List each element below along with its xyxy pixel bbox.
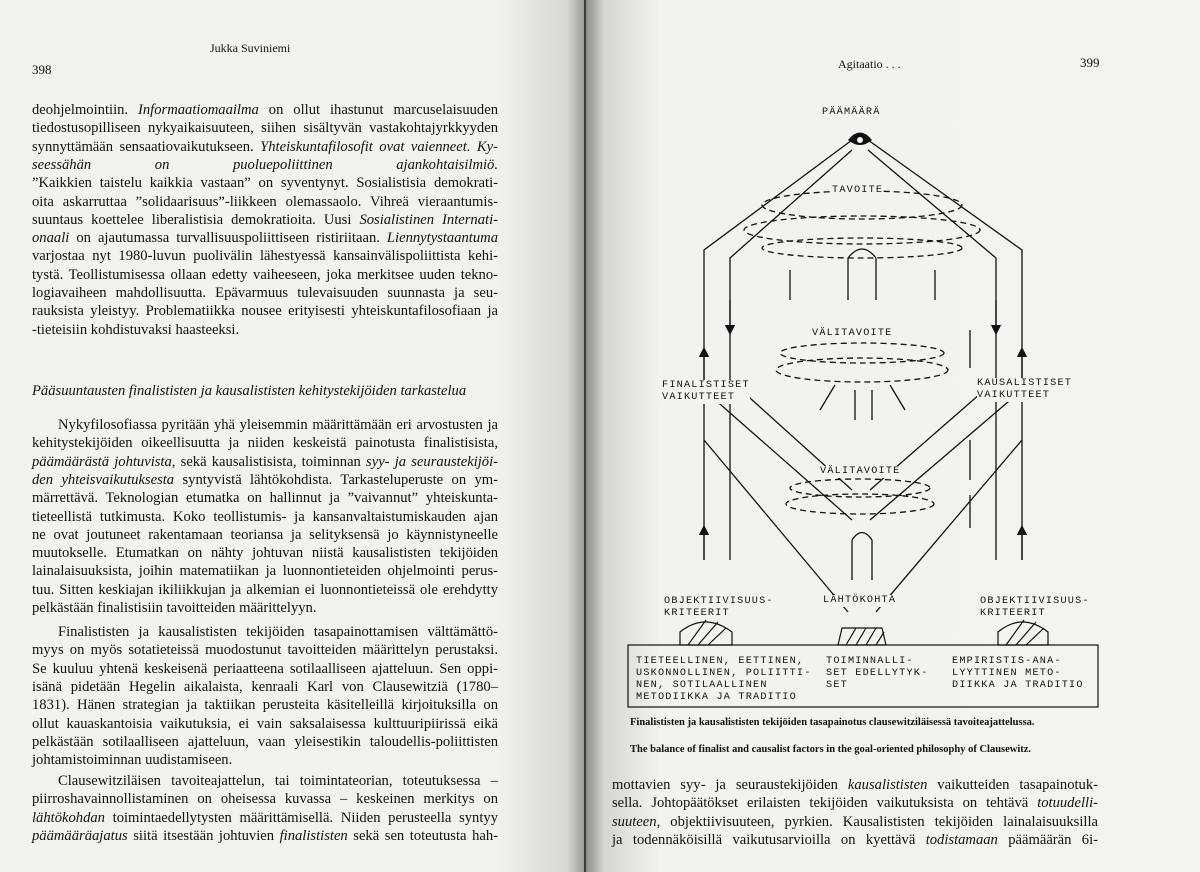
text-line: märrettävä. Teknologian etumatka on hallinnut ja ”vaivannut” yhteiskunta- [32, 490, 498, 507]
text-line: den yhteisvaikutuksesta syntyvistä lähtökohdista. Tarkasteluperuste on ym- [32, 471, 498, 488]
outer-right-line [868, 140, 1022, 560]
caption-english: The balance of finalist and causalist factors in the goal-oriented philosophy of Clausewitz. [630, 744, 1032, 755]
box-col-1: TIETEELLINEN, EETTINEN, USKONNOLLINEN, POLIITTI- NEN, SOTILAALLINEN METODIIKKA JA TRADITIO [636, 656, 812, 703]
text-line: tuu. Sitten keskiajan ikiliikkujan ja alkemian ei luonnontieteissä ole erehdytty [32, 581, 498, 598]
text-line: pelkästään sotilaalliseen ajatteluun, vaan yleisestikin taloudellis-poliittisten [32, 733, 498, 750]
text-line: tystä. Teollistumisessa ollaan edetty vaiheeseen, joka merkitsee uuden tekno- [32, 266, 498, 283]
text-line: varjostaa nyt 1980-luvun puolivälin lähestyessä kansainvälispoliittista kehi- [32, 248, 498, 265]
text-line: lainalaisuuksista, joihin matematiikan ja luonnontieteiden ohjelmointi perus- [32, 563, 498, 580]
page-number-left: 398 [32, 62, 52, 77]
text-line: rauksista yleistyy. Problematiikka nousee erityisesti yhteiskuntafilosofiaan ja [32, 303, 498, 320]
text-line: tieteellistä tutkimusta. Koko teollistumis- ja kansanvaltaistumiskauden ajan [32, 508, 498, 525]
label-kausalistiset: KAUSALISTISET VAIKUTTEET [977, 378, 1073, 401]
text-line: pelkästään finalistisiin tavoitteiden määrittelyyn. [32, 600, 317, 616]
center-hatched-base [838, 628, 886, 645]
text-line: päämääräajatus siitä itsestään johtuvien finalististen sekä sen toteutusta hah- [32, 827, 498, 844]
label-valitavoite-1: VÄLITAVOITE [812, 328, 893, 339]
text-line: Clausewitziläisen tavoiteajattelun, tai toimintateorian, toteutuksessa – [58, 773, 498, 789]
running-head-left: Jukka Suviniemi [210, 41, 291, 55]
goal-crest-icon [848, 133, 872, 146]
text-line: oita askarruttaa ”solidaarisuus”-liikkeen olemassaolo. Vihreä vieraantumis- [32, 193, 498, 210]
right-hatched-base [998, 622, 1048, 645]
diag-right-1 [870, 390, 1022, 520]
text-line: suuteen, objektiivisuuteen, pyrkien. Kausalististen tekijöiden lainalaisuuksilla [612, 813, 1098, 830]
box-col-3: EMPIRISTIS-ANA- LYYTTINEN METO- DIIKKA JA TRADITIO [952, 656, 1084, 691]
text-line: deohjelmointiin. Informaatiomaailma on ollut ihastunut marcuselaisuuden [32, 102, 498, 118]
text-line: lähtökohdan toimintaedellytysten määrittämisellä. Niiden perusteella syntyy [32, 809, 498, 826]
left-hatched-base [680, 622, 732, 645]
label-objektiivisuus-left: OBJEKTIIVISUUS- KRITEERIT [664, 596, 774, 619]
text-line: onaali on ajautumassa turvallisuuspoliittiseen ristiriitaan. Liennytystaantuma [32, 230, 498, 247]
text-line: logiavaiheen mahdollisuutta. Epävarmuus tulevaisuuden suunnasta ja seu- [32, 285, 498, 301]
text-line: ja todennäköisillä vaikutusarvioilla on kyettävä todistamaan päämäärän 6i- [612, 831, 1099, 848]
section-heading: Pääsuuntausten finalististen ja kausalististen kehitystekijöiden tarkastelua [32, 383, 467, 399]
page-number-right: 399 [1080, 55, 1100, 70]
running-head-right: Agitaatio . . . [838, 57, 901, 71]
text-line: päämäärästä johtuvista, sekä kausalistisista, toiminnan syy- ja seuraustekijöi- [32, 453, 498, 470]
text-line: ”Kaikkien taistelu kaikkia vastaan” on syventynyt. Sosialistisia demokrati- [32, 175, 498, 192]
text-line: johtamistoiminnan uudistamiseen. [32, 752, 233, 769]
text-line: 1831). Hänen strategian ja taktiikan perusteita käsitelleillä kirjoituksilla on [32, 697, 498, 714]
text-line: isänä pidetään Hegelin aikalaista, kenraali Karl von Clausewitziä (1780– [32, 678, 498, 695]
text-line: tiedostusopilliseen nykyaikaisuuteen, siihen sisältyvän vastakohtajyrkkyyden [32, 120, 498, 137]
text-line: muutokselle. Etumatkan on nähty johtuvan niistä kausalististen tekijöiden [32, 545, 498, 562]
text-line: piirroshavainnollistaminen on oheisessa kuvassa – keskeinen merkitys on [32, 791, 498, 808]
text-line: -tieteisiin kohdistuvaksi haasteeksi. [32, 321, 240, 338]
text-line: Nykyfilosofiassa pyritään yhä yleisemmin määrittämään eri arvostusten ja [58, 417, 498, 433]
label-objektiivisuus-right: OBJEKTIIVISUUS- KRITEERIT [980, 596, 1090, 619]
inner-left-line [730, 150, 852, 560]
text-line: suuntaus koettelee liberalistisia demokratioita. Uusi Sosialistinen Internati- [32, 211, 498, 228]
text-line: ollut kauaskantoisia vaikutuksia, ei vain saksalaisessa kulttuuripiirissä eikä [32, 715, 498, 732]
text-line: seessähän on puoluepoliittinen ajankohtaisilmiö. [32, 156, 498, 173]
diag-left-1 [704, 390, 852, 520]
inner-right-line [868, 150, 996, 560]
label-finalistiset: FINALISTISET VAIKUTTEET [662, 380, 750, 403]
text-line: ne ovat joutuneet rakentamaan teoriansa ja selityksensä jo käynnistyneelle [32, 526, 498, 543]
text-line: Finalististen ja kausalististen tekijöiden tasapainottamisen välttämättö- [58, 624, 498, 640]
text-line: sella. Johtopäätökset erilaisten tekijöiden vaikutuksista on tehtävä totuudelli- [612, 795, 1098, 812]
text-line: kehitystekijöiden oikeellisuutta ja niiden keskeistä painotusta finalistisista, [32, 435, 498, 452]
label-tavoite: TAVOITE [832, 185, 884, 196]
text-line: Se kuuluu yhtenä keskeisenä periaatteena sotilaalliseen ajatteluun. Sen oppi- [32, 660, 498, 677]
text-line: mottavien syy- ja seuraustekijöiden kausalististen vaikutteiden tasapainotuk- [612, 777, 1098, 793]
text-line: myys on myös sotatieteissä muodostunut tavoitteiden määrittelyn perustaksi. [32, 642, 498, 659]
caption-finnish: Finalististen ja kausalististen tekijöiden tasapainotus clausewitziläisessä tavoiteajattelussa. [630, 717, 1035, 728]
label-lahtokohta: LÄHTÖKOHTA [823, 595, 897, 606]
box-col-2: TOIMINNALLI- SET EDELLYTYK- SET [826, 656, 929, 691]
outer-left-line [704, 140, 852, 560]
label-valitavoite-2: VÄLITAVOITE [820, 466, 901, 477]
label-paamaara: PÄÄMÄÄRÄ [822, 107, 881, 118]
text-line: synnyttämään sensaatiovaikutukseen. Yhteiskuntafilosofit ovat vaienneet. Ky- [32, 138, 498, 155]
